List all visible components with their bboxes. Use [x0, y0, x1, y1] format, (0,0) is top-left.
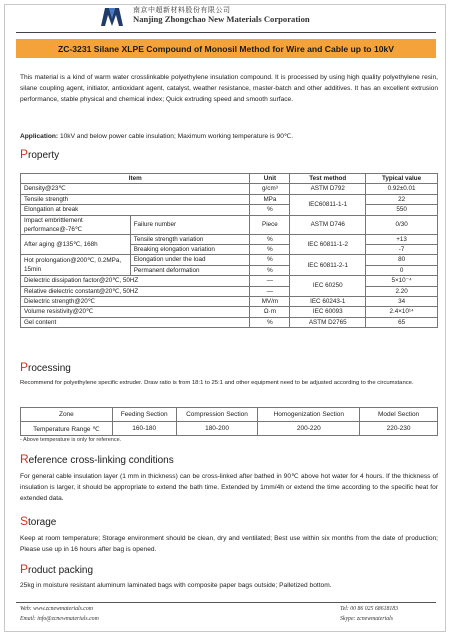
footer-email: Email: info@zcnewmaterials.com [20, 616, 99, 622]
footer-skype: Skype: zcnewmaterials [340, 616, 393, 622]
processing-table [20, 407, 438, 436]
application-label: Application: [20, 133, 59, 140]
section-heading-processing: Processing [20, 360, 71, 374]
table-row: Breaking elongation variation % -7 [21, 245, 438, 255]
table-row: Permanent deformation % 0 [21, 265, 438, 275]
storage-paragraph: Keep at room temperature; Storage environment should be clean, dry and ventilated; Best use within six months from the date of production; Please use up in 16 hours after bag is opened. [20, 535, 438, 554]
table-header-row: Zone Feeding Section Compression Section Homogenization Section Model Section [21, 408, 438, 422]
processing-paragraph: Recommend for polyethylene specific extruder. Draw ratio is from 18:1 to 25:1 and other equipment need to be adjusted according to the circumstance. [20, 380, 414, 386]
product-title-banner: ZC-3231 Silane XLPE Compound of Monosil Method for Wire and Cable up to 10kV [16, 39, 436, 58]
application-line [20, 132, 293, 140]
footer-web: Web: www.zcnewmaterials.com [20, 606, 93, 612]
table-header-row [21, 174, 438, 184]
table-row: Volume resistivity@20℃ Ω·m IEC 60093 2.4×10¹⁴ [21, 307, 438, 317]
table-row: Temperature Range ℃ 160-180 180-200 200-220 220-230 [21, 422, 438, 436]
application-text: 10kV and below power cable insulation; Maximum working temperature is 90℃. [58, 133, 294, 140]
col-header-method: Test method [290, 174, 366, 184]
property-table [20, 173, 438, 328]
footer-divider [16, 602, 436, 603]
packing-paragraph: 25kg in moisture resistant aluminum laminated bags with composite paper bags outside; Palletized bottom. [20, 582, 332, 589]
table-row: Density@23℃ g/cm³ ASTM D792 0.92±0.01 [21, 184, 438, 194]
table-row: Dielectric strength@20℃ MV/m IEC 60243-1 34 [21, 297, 438, 307]
table-row: Elongation at break % 550 [21, 205, 438, 215]
col-header-item: Item [21, 174, 250, 184]
processing-note: - Above temperature is only for reference. [20, 437, 122, 443]
table-row: Hot prolongation@200℃, 0.2MPa, 15min Elongation under the load % IEC 60811-2-1 80 [21, 255, 438, 265]
table-row: Tensile strength MPa IEC60811-1-1 22 [21, 194, 438, 204]
company-name-en: Nanjing Zhongchao New Materials Corporation [133, 14, 310, 24]
table-row: Impact embrittlement performance@-76℃ Failure number Piece ASTM D746 0/30 [21, 215, 438, 234]
table-row: Gel content % ASTM D2765 65 [21, 317, 438, 327]
section-heading-packing: Product packing [20, 562, 94, 576]
intro-paragraph: This material is a kind of warm water crosslinkable polyethylene insulation compound. It is processed by using high quality polyethylene resin, silane coupling agent, initiator, antioxidant agent, catalyst, weather resistance, master-batch and other additives. It has an excellent extrusion performance, stable physical and chemical index; Quick extruding speed and smooth surface. [20, 74, 438, 104]
table-row: Dielectric dissipation factor@20℃, 50HZ — IEC 60250 5×10⁻⁴ [21, 276, 438, 286]
company-name-cn: 南京中超新材料股份有限公司 [133, 7, 231, 14]
section-heading-storage: Storage [20, 514, 57, 528]
header-divider [16, 32, 436, 33]
section-heading-property: Property [20, 147, 60, 161]
footer-tel: Tel: 00 86 025 68618183 [340, 606, 399, 612]
section-heading-reference: Reference cross-linking conditions [20, 452, 174, 466]
table-row: After aging @135℃, 168h Tensile strength variation % IEC 60811-1-2 +13 [21, 234, 438, 244]
company-logo-icon [99, 6, 125, 28]
reference-paragraph: For general cable insulation layer (1 mm in thickness) can be cross-linked after bathed in 90℃ above hot water for 4 hours. If the thickness of insulation is larger, it should be appropriate to extend the bath time. Extended by 1mm/4h or extend the time according to the specific heat for extended data. [20, 473, 438, 503]
col-header-unit: Unit [250, 174, 290, 184]
table-row: Relative dielectric constant@20℃, 50HZ — 2.20 [21, 286, 438, 296]
col-header-value: Typical value [366, 174, 438, 184]
